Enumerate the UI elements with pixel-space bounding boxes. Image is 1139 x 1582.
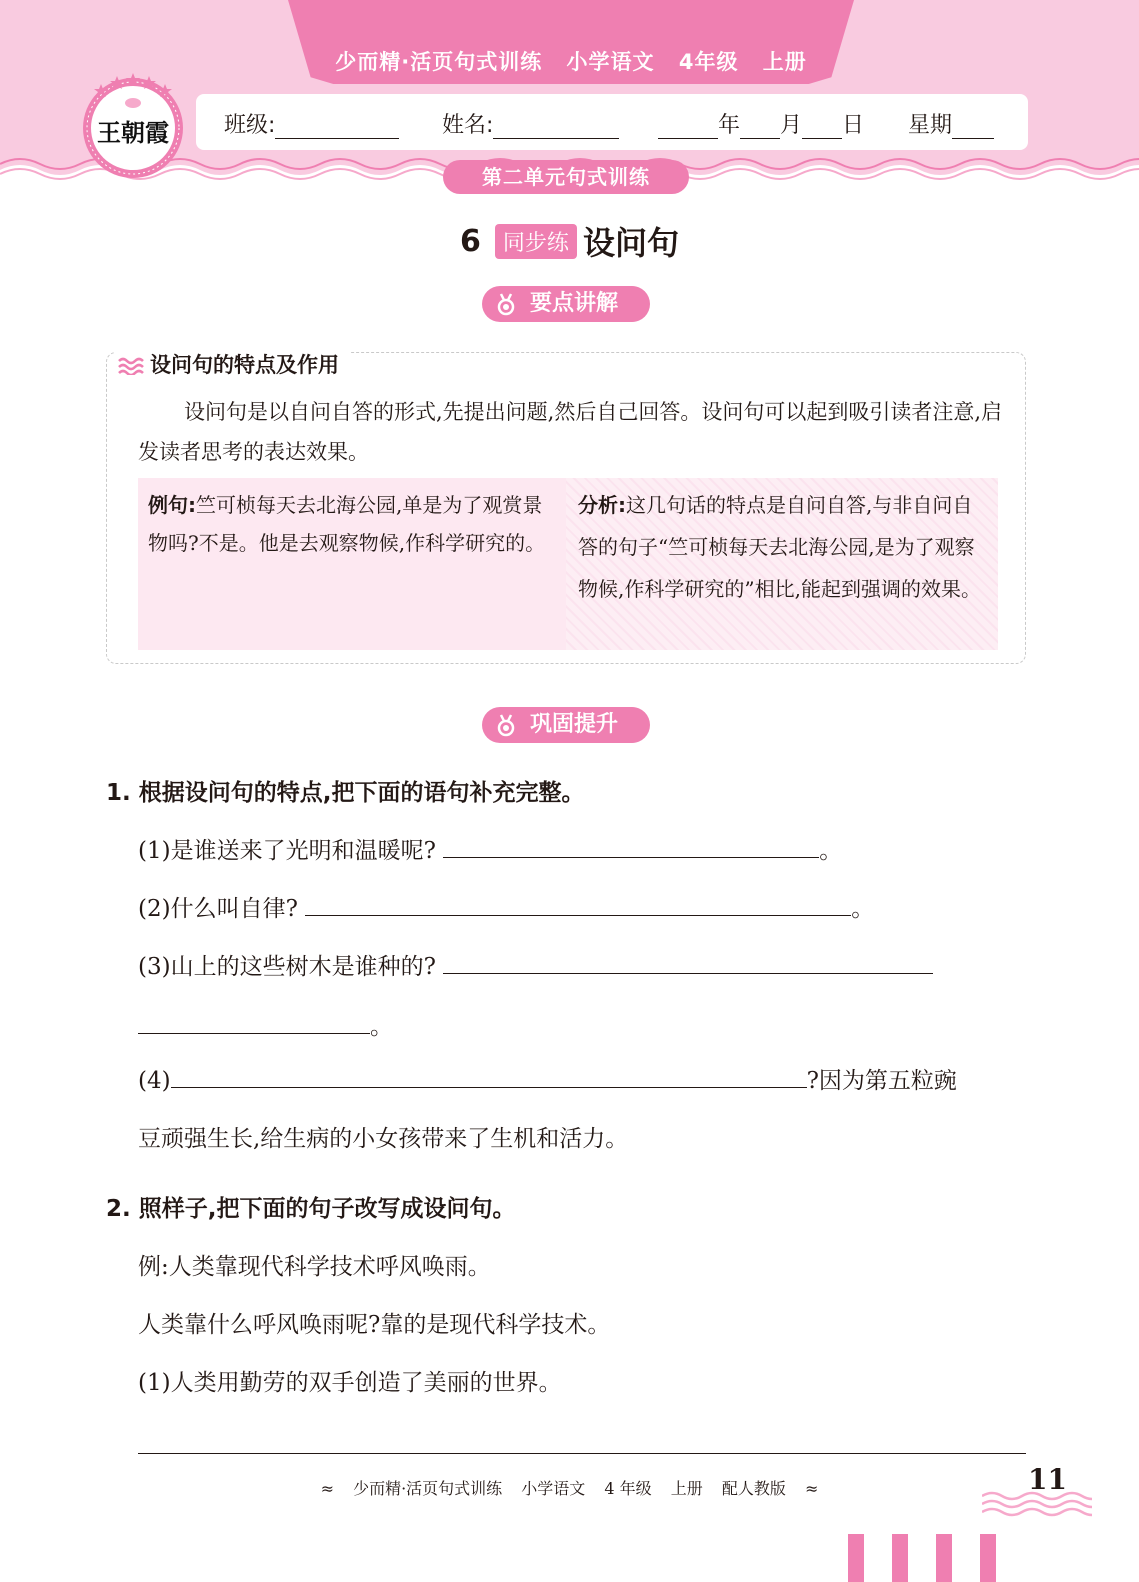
day-label: 日 — [842, 113, 865, 138]
class-blank[interactable] — [275, 115, 399, 139]
practice-pill-label: 巩固提升 — [530, 712, 619, 737]
question-1-item-1 — [138, 832, 842, 865]
answer-blank[interactable] — [443, 832, 819, 858]
key-points-heading-text: 设问句的特点及作用 — [150, 353, 339, 377]
medal-icon — [494, 713, 518, 737]
footer-series: 少而精·活页句式训练 — [353, 1479, 503, 1498]
year-label: 年 — [718, 113, 741, 138]
answer-blank[interactable] — [171, 1062, 807, 1088]
weekday-label: 星期 — [908, 113, 953, 138]
question-1-item-2 — [138, 890, 874, 923]
class-field[interactable] — [224, 108, 399, 139]
lesson-number: 6 — [460, 223, 481, 259]
question-2-example: 例:人类靠现代科学技术呼风唤雨。 — [138, 1254, 491, 1280]
period: 。 — [819, 838, 843, 864]
footer-subject: 小学语文 — [521, 1479, 586, 1498]
page-number: 11 — [1028, 1463, 1067, 1496]
example-box — [138, 478, 566, 650]
series-name: 少而精·活页句式训练 — [335, 50, 543, 74]
question-1-item-3-cont — [138, 1008, 393, 1041]
footer-grade: 4 年级 — [604, 1479, 652, 1498]
practice-pill — [482, 707, 650, 743]
class-label: 班级: — [224, 113, 276, 138]
answer-blank[interactable] — [443, 948, 933, 974]
edge-tab-bar — [892, 1534, 908, 1582]
date-field[interactable] — [658, 108, 864, 139]
answer-blank[interactable] — [305, 890, 851, 916]
unit-title: 第二单元句式训练 — [443, 160, 689, 194]
period: 。 — [851, 896, 875, 922]
edge-tab-bar — [980, 1534, 996, 1582]
logo-text: 王朝霞 — [97, 118, 169, 147]
weekday-blank[interactable] — [952, 115, 994, 139]
example-label: 例句: — [148, 493, 196, 517]
item-text: (3)山上的这些树木是谁种的? — [138, 954, 436, 980]
name-blank[interactable] — [493, 115, 619, 139]
month-blank[interactable] — [740, 115, 780, 139]
question-2-title: 2. 照样子,把下面的句子改写成设问句。 — [106, 1196, 516, 1222]
item-prefix: (4) — [138, 1068, 171, 1094]
year-blank[interactable] — [658, 115, 718, 139]
footer-divider — [138, 1453, 1026, 1454]
footer-volume: 上册 — [670, 1479, 703, 1498]
question-1-item-3 — [138, 948, 933, 981]
lesson-tag: 同步练 — [495, 224, 577, 259]
key-points-heading — [114, 347, 351, 383]
grade: 4年级 — [678, 50, 739, 74]
analysis-box — [566, 478, 998, 650]
question-2-example-answer: 人类靠什么呼风唤雨呢?靠的是现代科学技术。 — [138, 1312, 611, 1338]
analysis-label: 分析: — [578, 493, 626, 517]
key-points-paragraph: 设问句是以自问自答的形式,先提出问题,然后自己回答。设问句可以起到吸引读者注意,启发读者思考的表达效果。 — [138, 400, 1003, 464]
weekday-field[interactable] — [908, 108, 994, 139]
footer-info — [0, 1476, 1139, 1499]
series-title — [288, 46, 854, 76]
footer-wave-icon — [982, 1488, 1092, 1518]
example-text: 竺可桢每天去北海公园,单是为了观赏景物吗?不是。他是去观察物候,作科学研究的。 — [148, 493, 546, 555]
volume: 上册 — [762, 50, 807, 74]
name-field[interactable] — [442, 108, 619, 139]
key-points-pill — [482, 286, 650, 322]
medal-icon — [494, 292, 518, 316]
item-text: (2)什么叫自律? — [138, 896, 298, 922]
question-1-title: 1. 根据设问句的特点,把下面的语句补充完整。 — [106, 780, 585, 806]
name-label: 姓名: — [442, 113, 494, 138]
question-1-item-4-cont: 豆顽强生长,给生病的小女孩带来了生机和活力。 — [138, 1126, 629, 1152]
edge-tab-bar — [936, 1534, 952, 1582]
item-text: ?因为第五粒豌 — [806, 1068, 957, 1094]
subject: 小学语文 — [566, 50, 655, 74]
wave-icon — [118, 357, 144, 375]
student-info-bar — [196, 94, 1028, 150]
edge-tab-bar — [848, 1534, 864, 1582]
day-blank[interactable] — [802, 115, 842, 139]
month-label: 月 — [780, 113, 803, 138]
answer-blank[interactable] — [138, 1008, 370, 1034]
item-text: (1)是谁送来了光明和温暖呢? — [138, 838, 436, 864]
question-2-item-1: (1)人类用勤劳的双手创造了美丽的世界。 — [138, 1370, 562, 1396]
analysis-text: 这几句话的特点是自问自答,与非自问自答的句子“竺可桢每天去北海公园,是为了观察物候,作科学研究的”相比,能起到强调的效果。 — [578, 493, 981, 601]
footer-wave-right: ≈ — [804, 1479, 819, 1498]
footer-edition: 配人教版 — [721, 1479, 786, 1498]
key-points-pill-label: 要点讲解 — [530, 291, 619, 316]
period: 。 — [370, 1014, 393, 1040]
question-1-item-4 — [138, 1062, 957, 1095]
lesson-name: 设问句 — [582, 224, 679, 262]
footer-wave-left: ≈ — [320, 1479, 334, 1498]
lesson-title — [0, 218, 1139, 264]
